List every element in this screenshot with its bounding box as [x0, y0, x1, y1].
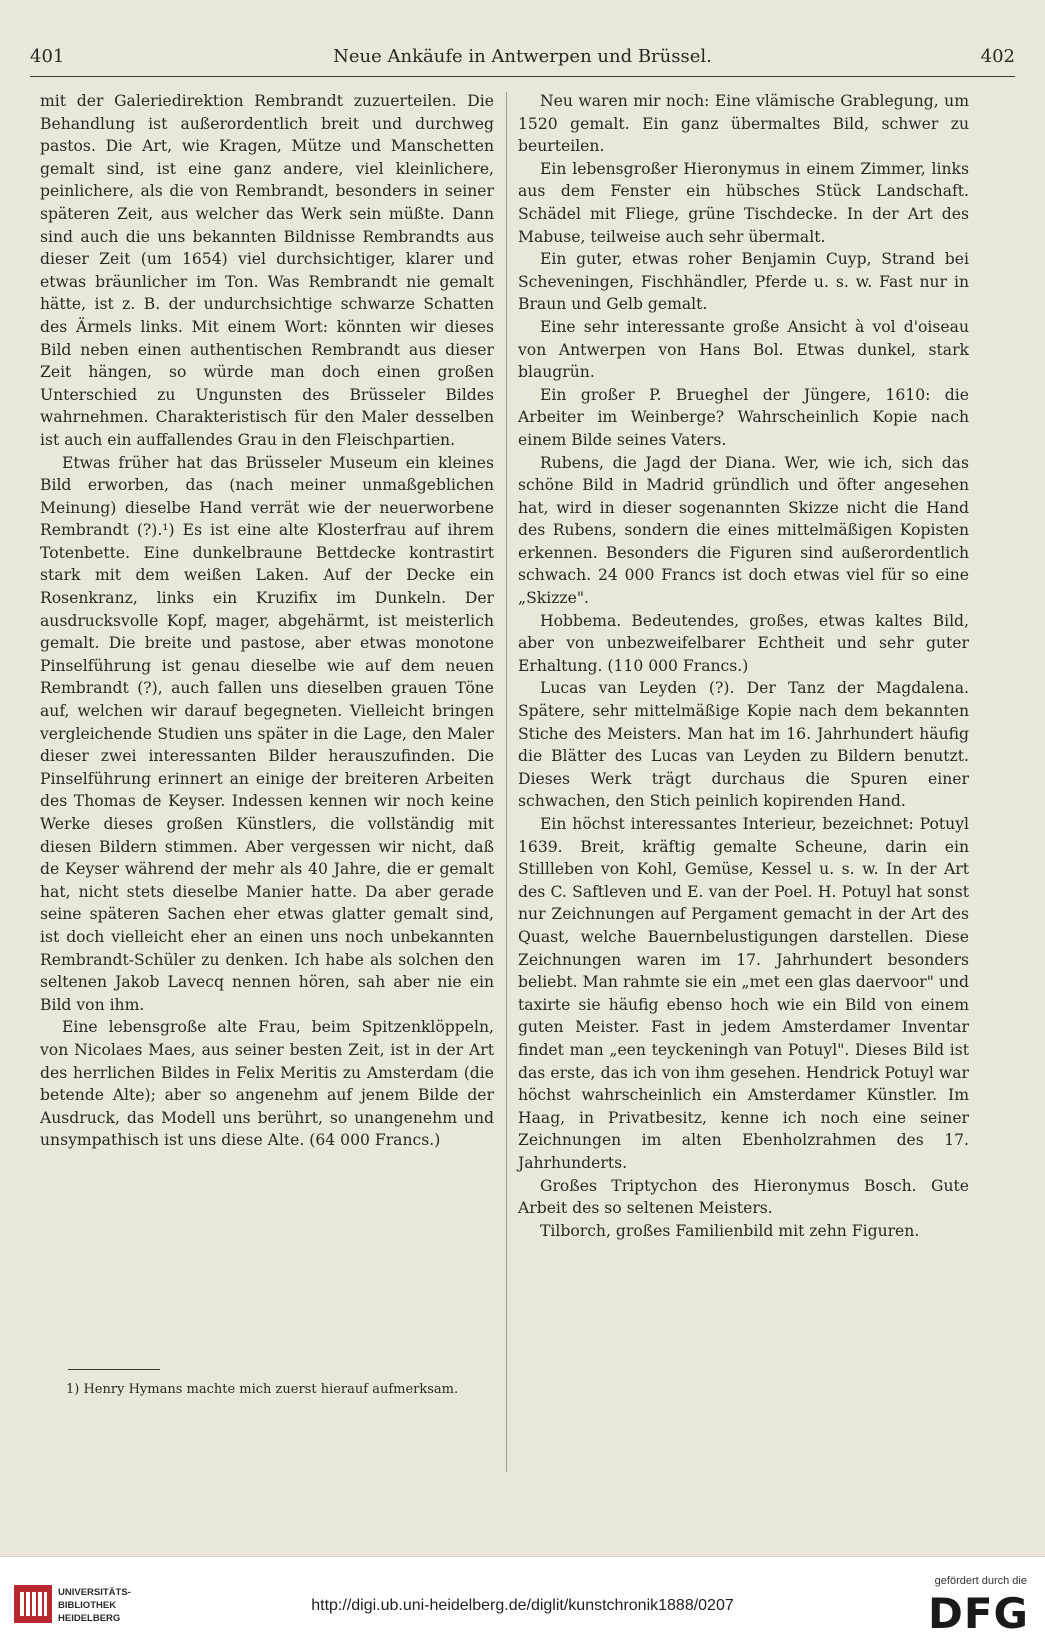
running-header: [30, 38, 1015, 72]
right-column: [518, 90, 969, 1242]
right-paragraph: Ein guter, etwas roher Benjamin Cuyp, Strand bei Scheveningen, Fischhändler, Pferde u. s. w. Fast nur in Braun und Gelb gemalt.: [518, 250, 969, 314]
page-number-left: 401: [30, 46, 65, 67]
right-paragraph: Ein höchst interessantes Interieur, bezeichnet: Potuyl 1639. Breit, kräftig gemalte Scheune, darin ein Stillleben von Kohl, Gemüse, Kessel u. s. w. In der Art des C. Saftleven und E. van der Poel. H. Potuyl hat sonst nur Zeichnungen auf Pergament gemacht in der Art des Quast, welche Bauernbelustigungen darstellen. Diese Zeichnungen waren im 17. Jahrhundert besonders beliebt. Man rahmte sie ein „met een glas daervoor" und taxirte sie häufig ebenso hoch wie ein Bild von einem guten Meister. Fast in jedem Amsterdamer Inventar findet man „een teyckeningh van Potuyl". Dieses Bild ist das erste, das ich von ihm gesehen. Hendrick Potuyl war höchst wahrscheinlich ein Amsterdamer Künstler. Im Haag, in Privatbesitz, kenne ich noch eine seiner Zeichnungen im alten Ebenholzrahmen des 17. Jahrhunderts.: [518, 815, 969, 1172]
right-paragraph: Ein großer P. Brueghel der Jüngere, 1610: die Arbeiter im Weinberge? Wahrscheinlich Kopie nach einem Bilde seines Vaters.: [518, 385, 969, 449]
funding-label: gefördert durch die: [934, 1575, 1027, 1587]
header-rule: [30, 76, 1015, 77]
right-paragraph: Neu waren mir noch: Eine vlämische Grablegung, um 1520 gemalt. Ein ganz übermaltes Bild, schwer zu beurteilen.: [518, 92, 969, 156]
viewer-footer: [0, 1556, 1045, 1652]
right-paragraph: Lucas van Leyden (?). Der Tanz der Magdalena. Spätere, sehr mittelmäßige Kopie nach dem bekannten Stiche des Meisters. Man hat im 16. Jahrhundert häufig die Blätter des Lucas van Leyden zu Bildern benutzt. Dieses Werk trägt durchaus die Spuren einer schwachen, den Stich peinlich kopirenden Hand.: [518, 679, 969, 811]
right-paragraph: Rubens, die Jagd der Diana. Wer, wie ich, sich das schöne Bild in Madrid gründlich und öfter angesehen hat, wird in dieser sogenannten Skizze nicht die Hand des Rubens, sondern die eines mittelmäßigen Kopisten erkennen. Besonders die Figuren sind außerordentlich schwach. 24 000 Francs ist doch etwas viel für so eine „Skizze".: [518, 453, 969, 608]
right-paragraph: Tilborch, großes Familienbild mit zehn Figuren.: [540, 1221, 920, 1240]
right-paragraph: Ein lebensgroßer Hieronymus in einem Zimmer, links aus dem Fenster ein hübsches Stück Landschaft. Schädel mit Fliege, grüne Tischdecke. In der Art des Mabuse, teilweise auch sehr übermalt.: [518, 159, 969, 246]
running-title: Neue Ankäufe in Antwerpen und Brüssel.: [333, 46, 712, 67]
permalink-url[interactable]: http://digi.ub.uni-heidelberg.de/diglit/kunstchronik1888/0207: [311, 1597, 734, 1614]
left-paragraph: Etwas früher hat das Brüsseler Museum ein kleines Bild erworben, das (nach meiner unmaßgeblichen Meinung) dieselbe Hand verrät wie der neuerworbene Rembrandt (?).¹) Es ist eine alte Klosterfrau auf ihrem Totenbette. Eine dunkelbraune Bettdecke kontrastirt stark mit dem weißen Laken. Auf der Decke ein Rosenkranz, links ein Kruzifix im Dunkeln. Der ausdrucksvolle Kopf, mager, abgehärmt, ist meisterlich gemalt. Die breite und pastose, aber etwas monotone Pinselführung ist genau dieselbe wie auf dem neuen Rembrandt (?), auch fallen uns dieselben grauen Töne auf, welchen wir darauf begegneten. Vielleicht bringen vergleichende Studien uns später in die Lage, den Maler dieser zwei interessanten Bilder herauszufinden. Die Pinselführung erinnert an einige der breiteren Arbeiten des Thomas de Keyser. Indessen kennen wir noch keine Werke dieses großen Künstlers, die vollständig mit diesen Bildern stimmen. Aber vergessen wir nicht, daß de Keyser während der mehr als 40 Jahre, die er gemalt hat, nicht stets dieselbe Manier hatte. Da aber gerade seine späteren Sachen eher etwas glatter gemalt sind, ist doch vielleicht eher an einen uns noch unbekannten Rembrandt-Schüler zu denken. Ich habe als solchen den seltenen Jakob Lavecq nennen hören, sah aber nie ein Bild von ihm.: [40, 453, 494, 1014]
page-number-right: 402: [980, 46, 1015, 67]
right-paragraph: Großes Triptychon des Hieronymus Bosch. Gute Arbeit des so seltenen Meisters.: [518, 1176, 969, 1218]
footnote-rule: [68, 1369, 160, 1370]
footnote-text: 1) Henry Hymans machte mich zuerst hierauf aufmerksam.: [66, 1382, 459, 1397]
left-column: [40, 90, 494, 1152]
institution-line: HEIDELBERG: [58, 1613, 121, 1624]
institution-line: UNIVERSITÄTS-: [58, 1587, 131, 1598]
right-paragraph: Eine sehr interessante große Ansicht à vol d'oiseau von Antwerpen von Hans Bol. Etwas dunkel, stark blaugrün.: [518, 317, 969, 382]
left-paragraph: mit der Galeriedirektion Rembrandt zuzuerteilen. Die Behandlung ist außerordentlich breit und durchweg pastos. Die Art, wie Kragen, Mütze und Manschetten gemalt sind, ist eine ganz andere, viel kleinlichere, peinlichere, als die von Rembrandt, besonders in seiner späteren Zeit, aus welcher das Werk sein müßte. Dann sind auch die uns bekannten Bildnisse Rembrandts aus dieser Zeit (um 1654) viel durchsichtiger, klarer und etwas bräunlicher im Ton. Was Rembrandt nie gemalt hätte, ist z. B. der undurchsichtige schwarze Schatten des Ärmels links. Mit einem Wort: könnten wir dieses Bild neben einen authentischen Rembrandt aus dieser Zeit hängen, so würde man doch einen großen Unterschied zu Ungunsten des Brüsseler Bildes wahrnehmen. Charakteristisch für den Maler desselben ist auch ein auffallendes Grau in den Fleischpartien.: [40, 92, 494, 449]
column-divider: [506, 92, 507, 1472]
right-paragraph: Hobbema. Bedeutendes, großes, etwas kaltes Bild, aber von unbezweifelbarer Echtheit und sehr guter Erhaltung. (110 000 Francs.): [518, 611, 969, 675]
institution-line: BIBLIOTHEK: [58, 1600, 117, 1611]
left-paragraph: Eine lebensgroße alte Frau, beim Spitzenklöppeln, von Nicolaes Maes, aus seiner besten Zeit, ist in der Art des herrlichen Bildes in Felix Meritis zu Amsterdam (die betende Alte); aber so angenehm auf jenem Bilde der Ausdruck, das Modell uns berührt, so unangenehm und unsympathisch ist uns diese Alte. (64 000 Francs.): [40, 1018, 494, 1150]
dfg-logo: DFG: [927, 1589, 1029, 1638]
footnote: [40, 1380, 494, 1400]
